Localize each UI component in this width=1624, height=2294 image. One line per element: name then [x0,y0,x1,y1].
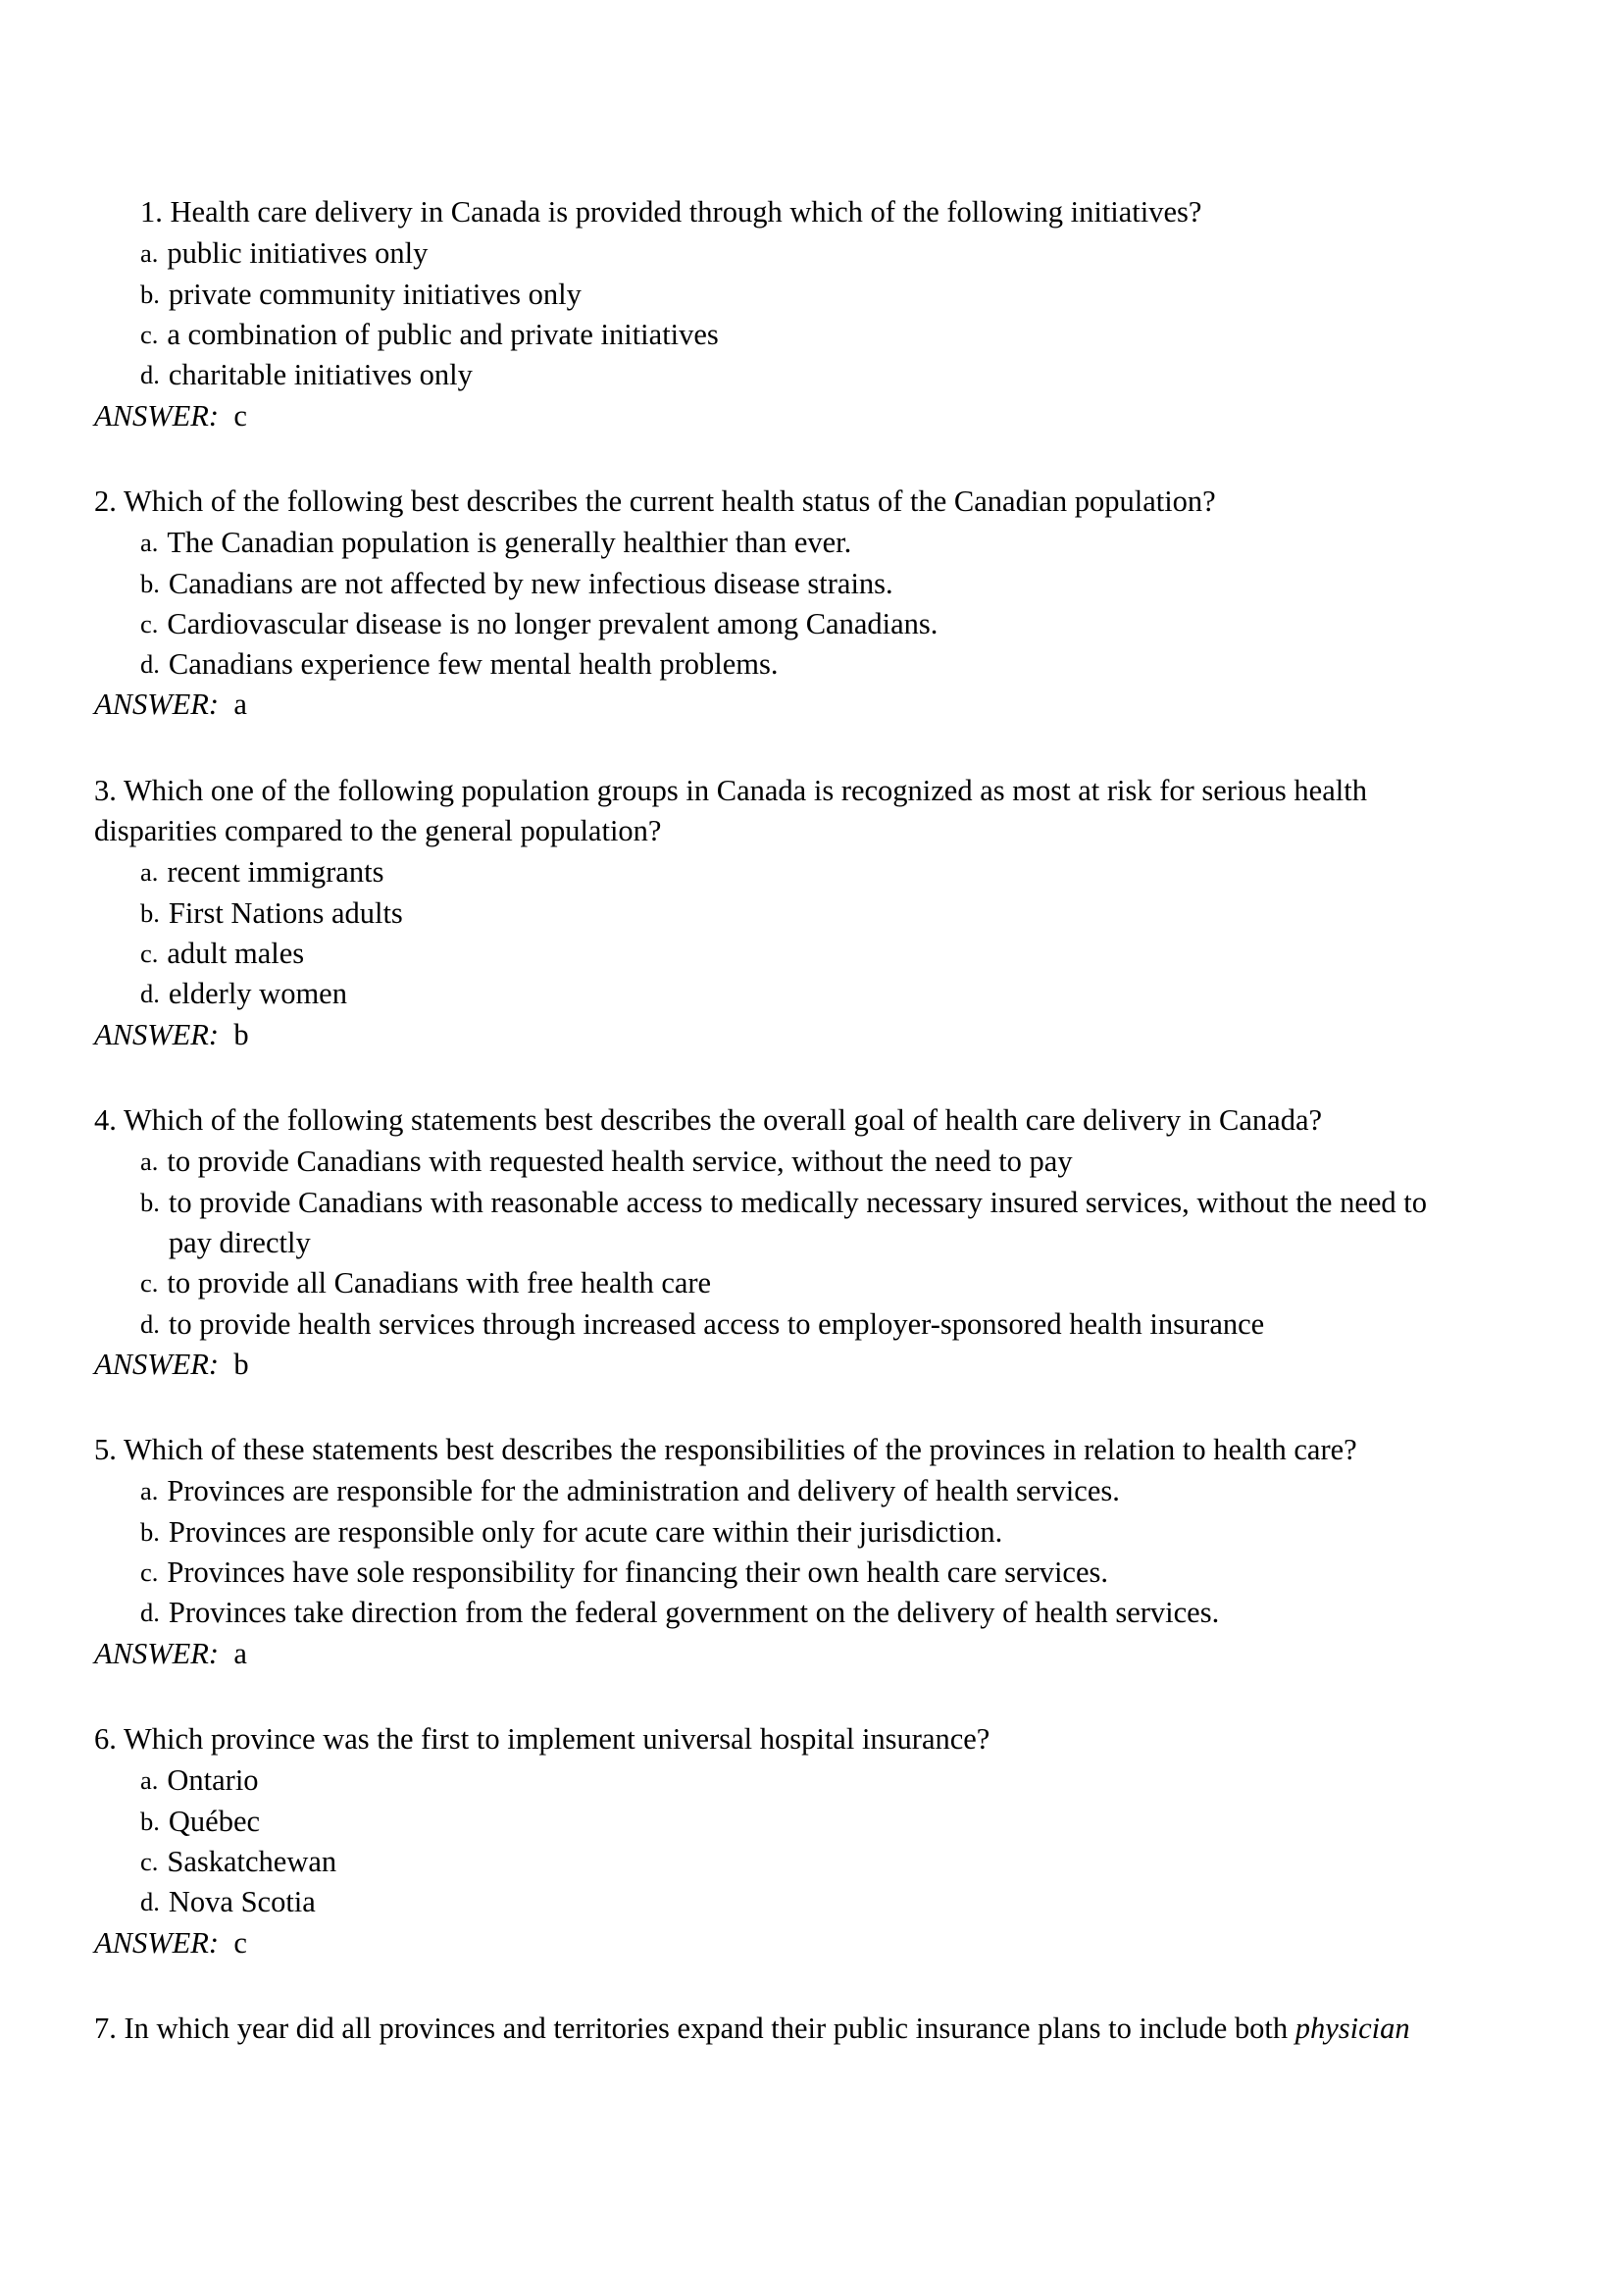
question-stem-plain: 7. In which year did all provinces and territories expand their public insurance plans to include both [94,2011,1295,2045]
option-letter: d. [140,1308,160,1339]
option-text: Canadians are not affected by new infectious disease strains. [168,566,893,600]
option-letter: c. [140,608,159,638]
option-item[interactable] [94,1760,1530,1801]
option-item[interactable] [94,1842,1530,1882]
question-stem: 5. Which of these statements best describes the responsibilities of the provinces in relation to health care? [94,1433,1357,1467]
option-item[interactable] [94,1263,1530,1303]
question-block-6 [94,1719,1530,1963]
option-list [94,1760,1530,1922]
answer-label: ANSWER: [94,688,220,722]
option-item[interactable] [94,355,1530,395]
answer-value: a [233,688,247,722]
answer-label: ANSWER: [94,1017,220,1051]
option-letter: d. [140,1887,160,1917]
option-text: charitable initiatives only [168,358,473,392]
option-text: Nova Scotia [168,1885,316,1919]
option-list [94,1471,1530,1633]
question-block-1 [94,192,1530,436]
option-letter: a. [140,528,159,558]
option-list [94,523,1530,685]
option-item[interactable] [94,564,1530,604]
option-item[interactable] [94,1553,1530,1593]
option-letter: c. [140,319,159,349]
option-text: Canadians experience few mental health problems. [168,647,779,682]
option-letter: d. [140,979,160,1009]
option-item[interactable] [94,934,1530,974]
answer-line [94,396,1530,436]
option-text: a combination of public and private initiatives [167,317,719,351]
option-item[interactable] [94,644,1530,685]
question-block-2 [94,482,1530,726]
option-letter: a. [140,1147,159,1177]
question-stem: 3. Which one of the following population groups in Canada is recognized as most at risk for serious health disparities compared to the general population? [94,773,1367,848]
option-text: Provinces take direction from the federal government on the delivery of health services. [168,1596,1220,1630]
option-item[interactable] [94,604,1530,644]
option-letter: b. [140,279,160,309]
option-letter: c. [140,939,159,968]
option-item[interactable] [94,1183,1530,1264]
option-text: private community initiatives only [168,277,582,311]
question-block-4 [94,1100,1530,1385]
option-letter: d. [140,649,160,680]
question-stem: 4. Which of the following statements best describes the overall goal of health care delivery in Canada? [94,1102,1323,1137]
option-letter: a. [140,1476,159,1506]
option-letter: b. [140,897,160,928]
option-item[interactable] [94,852,1530,892]
option-text: Cardiovascular disease is no longer prevalent among Canadians. [167,606,939,640]
option-item[interactable] [94,1512,1530,1553]
answer-label: ANSWER: [94,398,220,433]
option-letter: b. [140,1187,160,1217]
option-list [94,852,1530,1014]
question-block-5 [94,1430,1530,1674]
option-text: Provinces are responsible only for acute care within their jurisdiction. [168,1514,1003,1549]
question-block-7 [94,2009,1530,2049]
option-letter: b. [140,568,160,598]
answer-line [94,1634,1530,1674]
answer-value: b [233,1347,249,1381]
answer-value: c [233,1925,247,1960]
option-letter: b. [140,1516,160,1547]
answer-label: ANSWER: [94,1347,220,1381]
option-letter: a. [140,238,159,269]
option-text: to provide health services through increased access to employer-sponsored health insurance [168,1306,1265,1341]
option-item[interactable] [94,1471,1530,1511]
option-letter: a. [140,1765,159,1796]
option-text: Ontario [167,1763,259,1798]
option-text: First Nations adults [168,895,403,930]
option-item[interactable] [94,523,1530,563]
option-item[interactable] [94,1304,1530,1345]
option-letter: d. [140,360,160,390]
option-text: adult males [167,937,305,970]
answer-line [94,1345,1530,1385]
option-item[interactable] [94,1593,1530,1633]
option-item[interactable] [94,974,1530,1014]
option-text: The Canadian population is generally healthier than ever. [167,526,852,560]
option-text: to provide all Canadians with free health care [167,1266,712,1300]
answer-value: b [233,1017,249,1051]
option-text: Provinces are responsible for the administration and delivery of health services. [167,1474,1120,1508]
option-text: to provide Canadians with reasonable access to medically necessary insured services, without the need to pay directly [168,1185,1428,1259]
answer-line [94,1923,1530,1963]
option-letter: a. [140,857,159,888]
question-block-3 [94,771,1530,1055]
option-letter: d. [140,1598,160,1628]
question-stem: 2. Which of the following best describes the current health status of the Canadian population? [94,484,1216,518]
question-stem-partial [94,2009,1443,2049]
option-text: elderly women [168,977,347,1011]
answer-label: ANSWER: [94,1925,220,1960]
option-letter: c. [140,1268,159,1299]
option-item[interactable] [94,1882,1530,1922]
question-stem: 6. Which province was the first to implement universal hospital insurance? [94,1722,990,1756]
option-text: Québec [168,1804,261,1838]
option-item[interactable] [94,233,1530,274]
option-text: recent immigrants [167,855,384,890]
option-item[interactable] [94,275,1530,315]
option-letter: c. [140,1846,159,1876]
option-item[interactable] [94,315,1530,355]
option-list [94,233,1530,395]
answer-label: ANSWER: [94,1636,220,1670]
option-text: Provinces have sole responsibility for financing their own health care services. [167,1555,1108,1590]
answer-value: a [233,1636,247,1670]
option-item[interactable] [94,893,1530,934]
option-item[interactable] [94,1802,1530,1842]
option-letter: c. [140,1557,159,1588]
option-item[interactable] [94,1142,1530,1182]
answer-value: c [233,398,247,433]
option-letter: b. [140,1806,160,1836]
question-stem: 1. Health care delivery in Canada is provided through which of the following initiatives? [140,195,1202,229]
answer-line [94,1015,1530,1055]
question-stem-italic-tail: physician [1294,2011,1410,2045]
option-text: to provide Canadians with requested health service, without the need to pay [167,1145,1073,1179]
option-text: public initiatives only [167,236,429,271]
option-list [94,1142,1530,1345]
answer-line [94,685,1530,725]
option-text: Saskatchewan [167,1844,337,1878]
